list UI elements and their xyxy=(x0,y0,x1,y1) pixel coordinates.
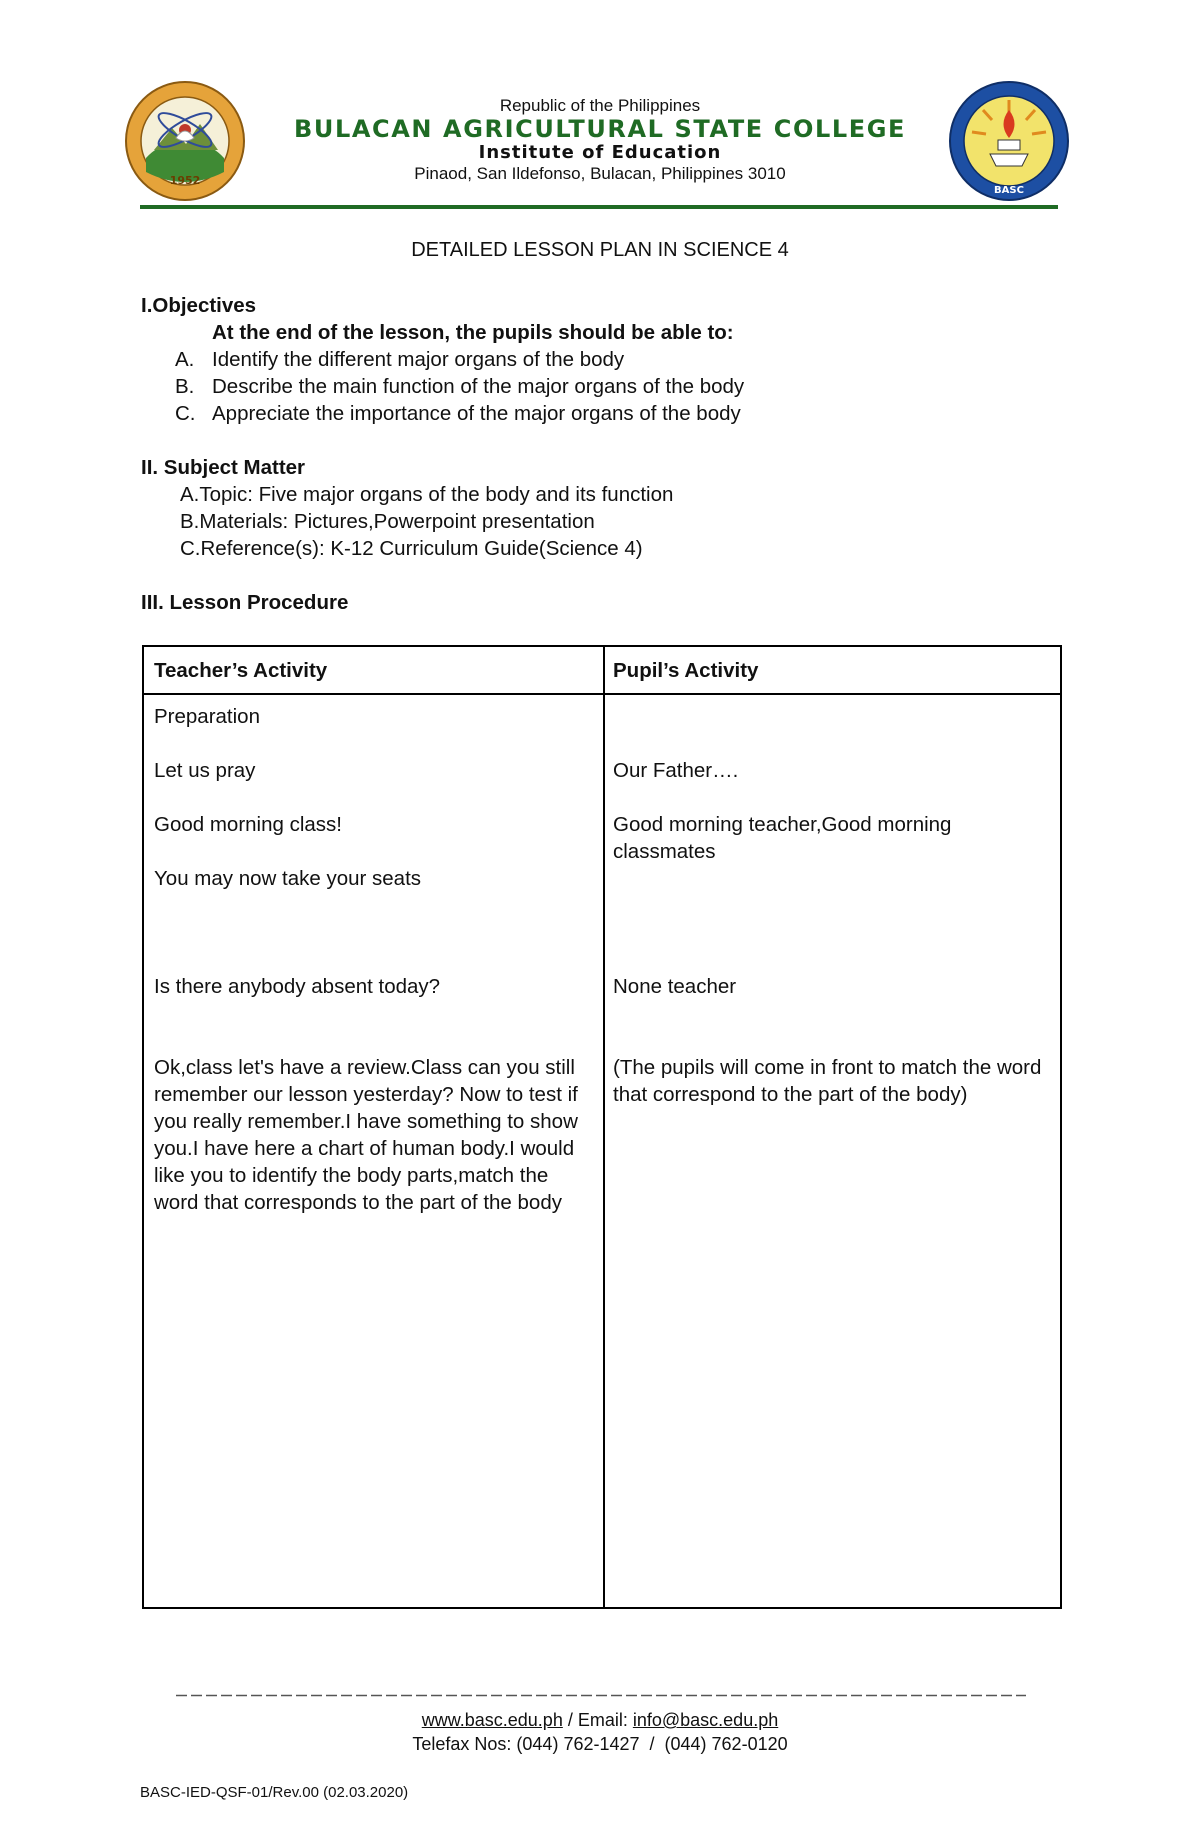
teacher-activity-header: Teacher’s Activity xyxy=(154,659,328,682)
document-code: BASC-IED-QSF-01/Rev.00 (02.03.2020) xyxy=(140,1784,409,1801)
college-name: BULACAN AGRICULTURAL STATE COLLEGE xyxy=(293,115,907,143)
republic-line: Republic of the Philippines xyxy=(499,96,701,115)
footer-divider xyxy=(176,1684,1026,1687)
teacher-pray: Let us pray xyxy=(154,759,256,782)
subject-materials: B.Materials: Pictures,Powerpoint presentation xyxy=(180,510,595,533)
email-label: / Email: xyxy=(562,1710,633,1730)
document-title: DETAILED LESSON PLAN IN SCIENCE 4 xyxy=(411,239,789,261)
header-row-divider xyxy=(144,693,1060,695)
objective-text: Describe the main function of the major organs of the body xyxy=(212,375,745,398)
footer-telefax: Telefax Nos: (044) 762-1427 / (044) 762-0120 xyxy=(412,1734,788,1754)
teacher-seats: You may now take your seats xyxy=(154,867,422,890)
subject-topic: A.Topic: Five major organs of the body and its function xyxy=(180,483,674,506)
teacher-absent-question: Is there anybody absent today? xyxy=(154,975,441,998)
seal-year: 1952 xyxy=(169,174,201,187)
objective-letter: B. xyxy=(175,375,195,398)
pupil-activity-header: Pupil’s Activity xyxy=(613,659,759,682)
website-link[interactable]: www.basc.edu.ph xyxy=(421,1710,563,1730)
college-address: Pinaod, San Ildefonso, Bulacan, Philippines 3010 xyxy=(414,164,786,183)
subject-matter-heading: II. Subject Matter xyxy=(141,456,306,479)
footer-contact xyxy=(0,1710,1200,1731)
column-divider xyxy=(603,647,605,1607)
objective-item xyxy=(175,346,624,373)
objective-letter: C. xyxy=(175,402,196,425)
teacher-review: Ok,class let's have a review.Class can you still remember our lesson yesterday? Now to test if you really remember.I have something to show you.I have here a chart of human body.I would like you to identify the body parts,match the word that corresponds to the part of the body xyxy=(154,1056,578,1214)
procedure-table xyxy=(142,645,1062,1609)
procedure-heading: III. Lesson Procedure xyxy=(141,591,349,614)
email-link[interactable]: info@basc.edu.ph xyxy=(632,1710,779,1730)
institute-name: Institute of Education xyxy=(478,142,722,163)
objectives-intro: At the end of the lesson, the pupils should be able to: xyxy=(212,321,734,344)
objectives-heading: I.Objectives xyxy=(141,294,257,317)
pupil-pray: Our Father…. xyxy=(613,759,739,782)
subject-reference: C.Reference(s): K-12 Curriculum Guide(Science 4) xyxy=(180,537,643,560)
pupil-greeting: Good morning teacher,Good morning classmates xyxy=(613,813,952,863)
college-seal-logo xyxy=(124,80,246,202)
institute-seal-logo xyxy=(948,80,1070,202)
pupil-absent-answer: None teacher xyxy=(613,975,737,998)
objective-letter: A. xyxy=(175,348,195,371)
objective-item xyxy=(175,400,741,427)
pupil-review: (The pupils will come in front to match the word that correspond to the part of the body) xyxy=(613,1056,1042,1106)
header-divider xyxy=(140,196,1058,200)
teacher-preparation: Preparation xyxy=(154,705,260,728)
institute-seal-abbr: BASC xyxy=(994,185,1024,196)
objective-text: Identify the different major organs of the body xyxy=(212,348,625,371)
objective-item xyxy=(175,373,744,400)
teacher-greeting: Good morning class! xyxy=(154,813,343,836)
objective-text: Appreciate the importance of the major organs of the body xyxy=(212,402,741,425)
